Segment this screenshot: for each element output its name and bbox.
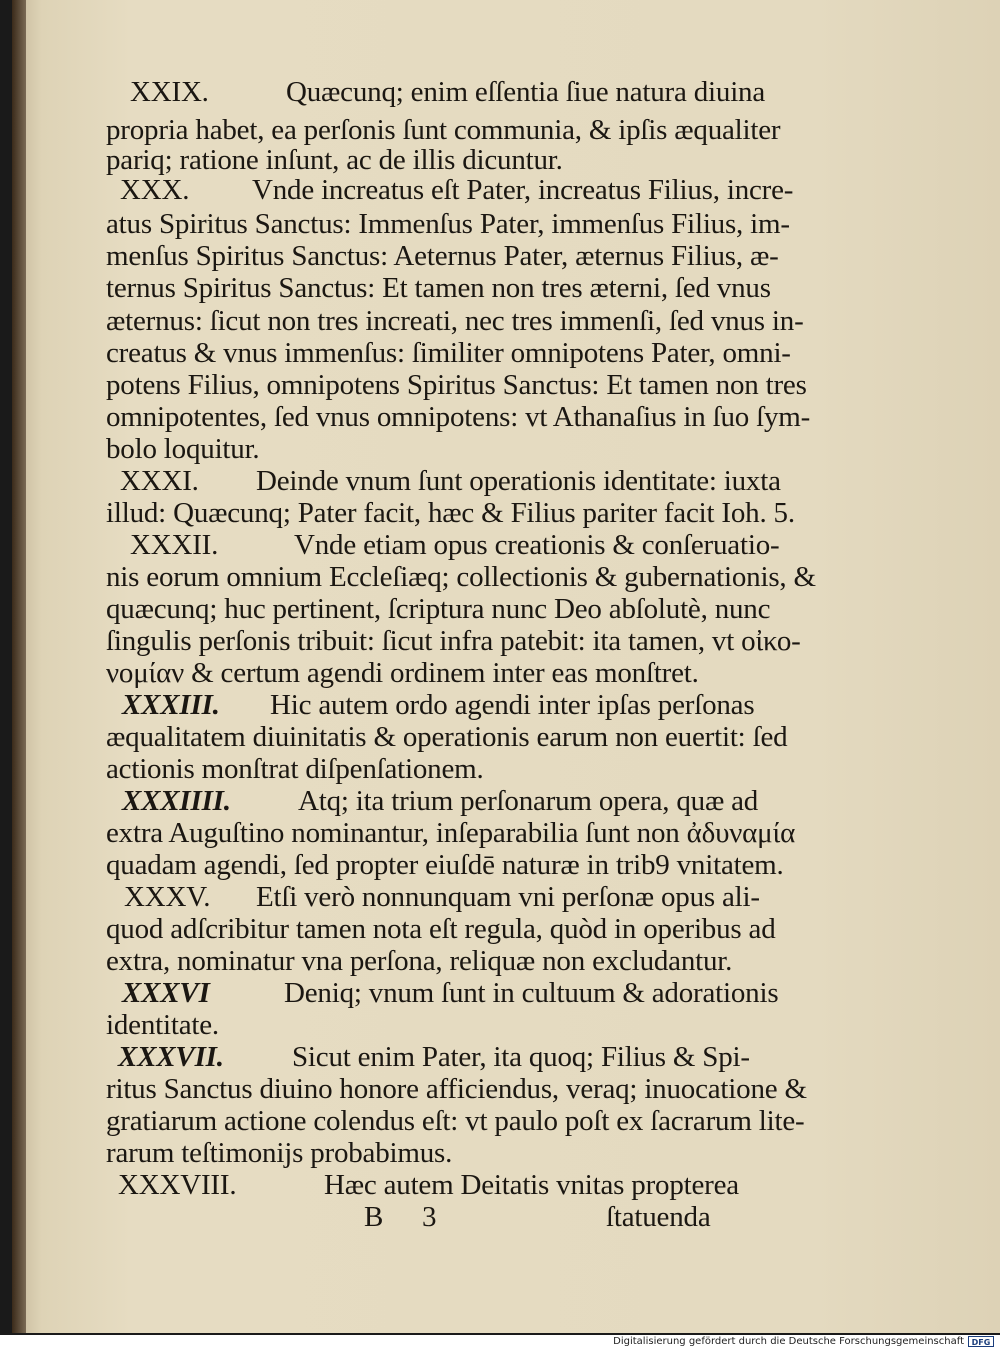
text-line: rarum teſtimonijs probabimus. [106, 1137, 453, 1169]
dfg-logo: DFG [968, 1336, 994, 1347]
text-line: Vnde etiam opus creationis & conſeruatio- [294, 529, 780, 561]
text-line: quadam agendi, ſed propter eiuſdē naturæ in trib9 vnitatem. [106, 849, 784, 881]
text-line: Sicut enim Pater, ita quoq; Filius & Spi- [292, 1041, 750, 1073]
section-numeral: XXXVIII. [118, 1169, 237, 1201]
text-line: ternus Spiritus Sanctus: Et tamen non tres æterni, ſed vnus [106, 272, 771, 304]
text-line: Vnde increatus eſt Pater, increatus Filius, incre- [252, 174, 794, 206]
text-line: omnipotentes, ſed vnus omnipotens: vt Athanaſius in ſuo ſym- [106, 401, 811, 433]
digitization-credit-bar [0, 1335, 1000, 1349]
catchword: ſtatuenda [606, 1201, 711, 1233]
text-line: bolo loquitur. [106, 433, 260, 465]
text-line: extra, nominatur vna perſona, reliquæ non excludantur. [106, 945, 733, 977]
text-line: Etſi verò nonnunquam vni perſonæ opus ali- [256, 881, 760, 913]
signature-number: 3 [422, 1201, 437, 1233]
text-line: pariq; ratione inſunt, ac de illis dicuntur. [106, 144, 563, 176]
section-numeral: XXX. [120, 174, 190, 206]
text-line: æqualitatem diuinitatis & operationis earum non euertit: ſed [106, 721, 788, 753]
text-line: actionis monſtrat diſpenſationem. [106, 753, 484, 785]
text-line: identitate. [106, 1009, 219, 1041]
text-line: menſus Spiritus Sanctus: Aeternus Pater, æternus Filius, æ- [106, 240, 779, 272]
text-line: creatus & vnus immenſus: ſimiliter omnipotens Pater, omni- [106, 337, 791, 369]
text-line: gratiarum actione colendus eſt: vt paulo poſt ex ſacrarum lite- [106, 1105, 805, 1137]
text-line: Atq; ita trium perſonarum opera, quæ ad [298, 785, 759, 817]
text-line: nis eorum omnium Eccleſiæq; collectionis & gubernationis, & [106, 561, 816, 593]
text-line: æternus: ſicut non tres increati, nec tres immenſi, ſed vnus in- [106, 305, 804, 337]
text-line: potens Filius, omnipotens Spiritus Sanctus: Et tamen non tres [106, 369, 807, 401]
section-numeral: XXXIIII. [122, 785, 231, 817]
text-line: νομίαν & certum agendi ordinem inter eas monſtret. [106, 657, 699, 689]
text-line: ritus Sanctus diuino honore afficiendus, veraq; inuocatione & [106, 1073, 807, 1105]
page-text [12, 0, 1000, 1333]
section-numeral: XXXI. [120, 465, 199, 497]
text-line: propria habet, ea perſonis ſunt communia, & ipſis æqualiter [106, 114, 781, 146]
text-line: ſingulis perſonis tribuit: ſicut infra patebit: ita tamen, vt οἰκο- [106, 625, 801, 657]
book-page [12, 0, 1000, 1333]
section-numeral: XXXIII. [122, 689, 220, 721]
section-numeral: XXXV. [124, 881, 211, 913]
section-numeral: XXXVII. [118, 1041, 224, 1073]
text-line: quæcunq; huc pertinent, ſcriptura nunc Deo abſolutè, nunc [106, 593, 771, 625]
text-line: Hæc autem Deitatis vnitas propterea [324, 1169, 739, 1201]
section-numeral: XXIX. [130, 76, 209, 108]
section-numeral: XXXVI [122, 977, 210, 1009]
text-line: atus Spiritus Sanctus: Immenſus Pater, immenſus Filius, im- [106, 208, 790, 240]
text-line: Deniq; vnum ſunt in cultuum & adorationis [284, 977, 779, 1009]
section-numeral: XXXII. [130, 529, 219, 561]
text-line: illud: Quæcunq; Pater facit, hæc & Filius pariter facit Ioh. 5. [106, 497, 795, 529]
text-line: quod adſcribitur tamen nota eſt regula, quòd in operibus ad [106, 913, 776, 945]
text-line: Deinde vnum ſunt operationis identitate: iuxta [256, 465, 781, 497]
text-line: extra Auguſtino nominantur, inſeparabilia ſunt non ἀδυναμία [106, 817, 796, 849]
signature-mark: B [364, 1201, 384, 1233]
text-line: Hic autem ordo agendi inter ipſas perſonas [270, 689, 755, 721]
text-line: Quæcunq; enim eſſentia ſiue natura diuina [286, 76, 766, 108]
digitization-credit: Digitalisierung gefördert durch die Deutsche Forschungsgemeinschaft [613, 1336, 964, 1347]
